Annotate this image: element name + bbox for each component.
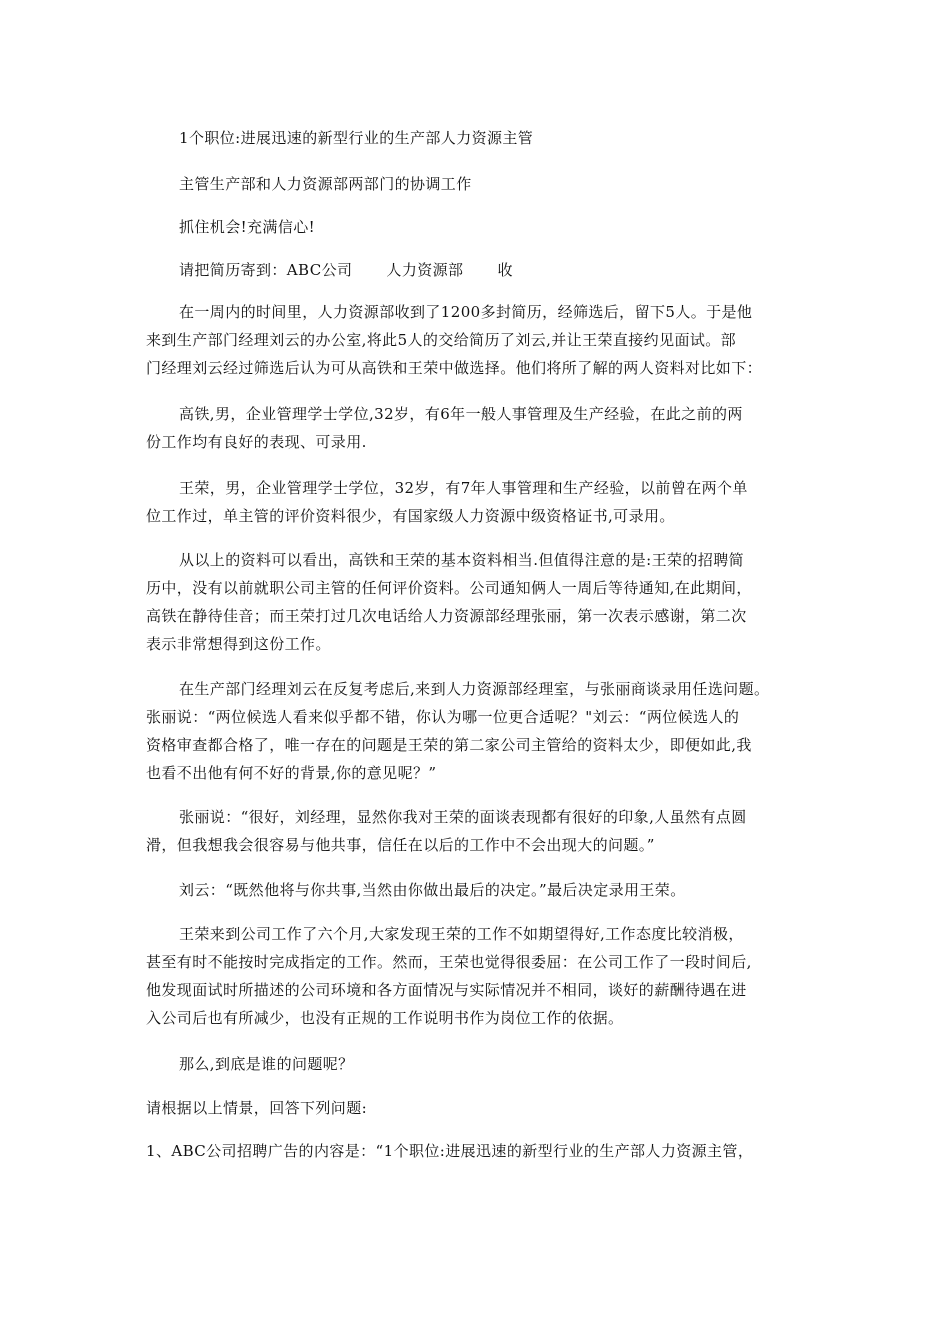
text-line: 表示非常想得到这份工作。 (146, 635, 331, 653)
ad-line-slogan (146, 213, 816, 241)
text-line: 从以上的资料可以看出，高铁和王荣的基本资料相当.但值得注意的是:王荣的招聘简 (179, 551, 745, 569)
text-line: 王荣来到公司工作了六个月,大家发现王荣的工作不如期望得好,工作态度比较消极， (179, 925, 744, 943)
paragraph-six-months (146, 920, 816, 1032)
paragraph-question (146, 1050, 816, 1078)
paragraph-decision (146, 876, 816, 904)
text-line: 张丽说：“两位候选人看来似乎都不错，你认为哪一位更合适呢？"刘云：“两位候选人的 (146, 708, 740, 726)
ad-line-duty (146, 170, 816, 198)
text-line: 请根据以上情景，回答下列问题: (146, 1099, 368, 1117)
address-department: 人力资源部 (386, 261, 464, 279)
text-line: 他发现面试时所描述的公司环境和各方面情况与实际情况并不相同，谈好的薪酬待遇在进 (146, 981, 747, 999)
text-line: 1、ABC公司招聘广告的内容是：“1个职位:进展迅速的新型行业的生产部人力资源主管， (146, 1142, 754, 1160)
text-line: 王荣，男，企业管理学士学位，32岁，有7年人事管理和生产经验，以前曾在两个单 (179, 479, 748, 497)
text-line: 刘云：“既然他将与你共事,当然由你做出最后的决定。”最后决定录用王荣。 (179, 881, 686, 899)
paragraph-instructions (146, 1094, 816, 1122)
text-line: 也看不出他有何不好的背景,你的意见呢？” (146, 764, 437, 782)
text-line: 1个职位:进展迅速的新型行业的生产部人力资源主管 (179, 129, 534, 147)
text-line: 来到生产部门经理刘云的办公室,将此5人的交给简历了刘云,并让王荣直接约见面试。部 (146, 331, 737, 349)
text-line: 抓住机会!充满信心! (179, 218, 316, 236)
text-line: 份工作均有良好的表现、可录用. (146, 433, 367, 451)
paragraph-screening (146, 298, 816, 382)
text-line: 高铁在静待佳音；而王荣打过几次电话给人力资源部经理张丽，第一次表示感谢，第二次 (146, 607, 747, 625)
ad-line-address (146, 256, 816, 284)
text-line: 主管生产部和人力资源部两部门的协调工作 (179, 175, 472, 193)
paragraph-discussion (146, 675, 816, 787)
text-line: 滑，但我想我会很容易与他共事，信任在以后的工作中不会出现大的问题。” (146, 836, 655, 854)
text-line: 张丽说：“很好，刘经理，显然你我对王荣的面谈表现都有很好的印象,人虽然有点圆 (179, 808, 747, 826)
text-line: 位工作过，单主管的评价资料很少，有国家级人力资源中级资格证书,可录用。 (146, 507, 675, 525)
ad-line-position (146, 124, 816, 152)
text-line: 高铁,男，企业管理学士学位,32岁，有6年一般人事管理及生产经验，在此之前的两 (179, 405, 743, 423)
text-line: 在生产部门经理刘云在反复考虑后,来到人力资源部经理室，与张丽商谈录用任选问题。 (179, 680, 770, 698)
text-line: 入公司后也有所减少，也没有正规的工作说明书作为岗位工作的依据。 (146, 1009, 624, 1027)
address-company: 请把简历寄到：ABC公司 (179, 261, 353, 279)
text-line: 历中，没有以前就职公司主管的任何评价资料。公司通知俩人一周后等待通知,在此期间， (146, 579, 752, 597)
question-item-1 (146, 1137, 816, 1165)
paragraph-gaotie (146, 400, 816, 456)
text-line: 资格审查都合格了，唯一存在的问题是王荣的第二家公司主管给的资料太少，即便如此,我 (146, 736, 752, 754)
text-line: 甚至有时不能按时完成指定的工作。然而，王荣也觉得很委屈：在公司工作了一段时间后, (146, 953, 752, 971)
text-line (146, 256, 816, 284)
text-line: 门经理刘云经过筛选后认为可从高铁和王荣中做选择。他们将所了解的两人资料对比如下： (146, 359, 763, 377)
paragraph-zhangli-reply (146, 803, 816, 859)
paragraph-wangrong (146, 474, 816, 530)
text-line: 在一周内的时间里，人力资源部收到了1200多封简历，经筛选后，留下5人。于是他 (179, 303, 753, 321)
address-receive: 收 (497, 261, 513, 279)
text-line: 那么,到底是谁的问题呢？ (179, 1055, 354, 1073)
paragraph-comparison (146, 546, 816, 658)
